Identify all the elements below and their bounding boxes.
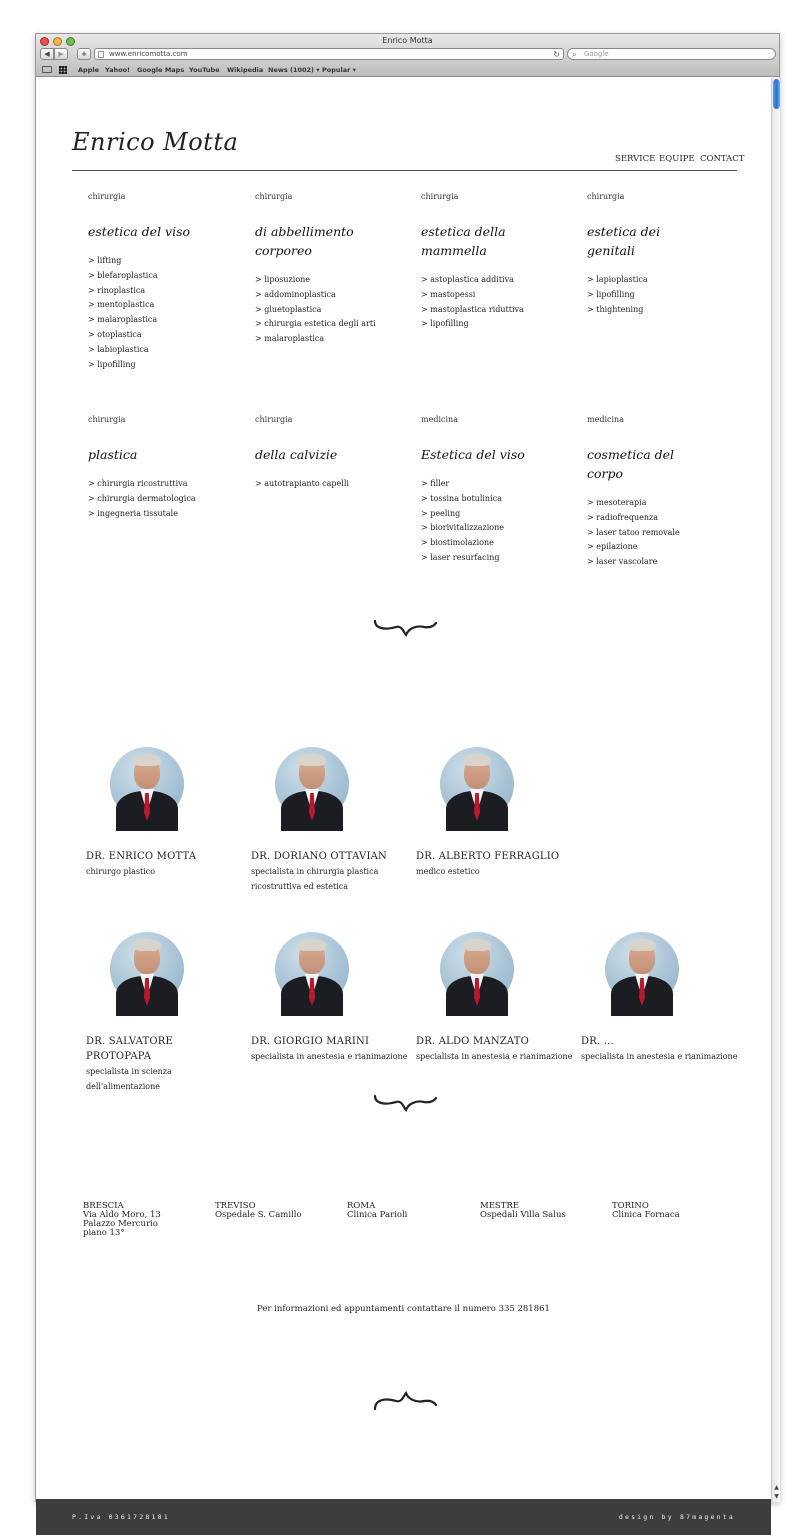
- location-detail: Clinica Fornaca: [612, 1210, 680, 1220]
- service-list-item[interactable]: > lapioplastica: [587, 275, 648, 284]
- service-list-item[interactable]: > lipofilling: [421, 319, 469, 329]
- location-detail: Ospedali Villa Salus: [480, 1210, 566, 1220]
- browser-window: [35, 33, 780, 1521]
- doctor-photo: [440, 932, 514, 1006]
- service-list: [587, 496, 747, 570]
- service-list-item[interactable]: > mesoterapia: [587, 498, 647, 507]
- service-column: [587, 192, 747, 317]
- service-column: [88, 192, 248, 372]
- doctor-name: DR. GIORGIO MARINI: [251, 1036, 370, 1047]
- service-list-item[interactable]: > otoplastica: [88, 329, 142, 339]
- squiggle-divider-icon: [372, 1090, 438, 1112]
- forward-arrow-icon: ▶: [58, 50, 64, 58]
- service-list-item[interactable]: > biorivitalizzazione: [421, 523, 504, 533]
- service-title[interactable]: plastica: [88, 447, 138, 462]
- top-sites-grid-icon[interactable]: [59, 66, 67, 74]
- service-column: [88, 415, 248, 521]
- service-list-item[interactable]: > liposuzione: [255, 275, 311, 284]
- service-list-item[interactable]: > thightening: [587, 304, 644, 314]
- service-list-item[interactable]: > laser resurfacing: [421, 552, 500, 562]
- service-title[interactable]: Estetica del viso: [421, 447, 525, 462]
- doctor-card[interactable]: [581, 932, 741, 1064]
- doctor-role: specialista in anestesia e rianimazione: [416, 1052, 573, 1061]
- browser-toolbar: [36, 34, 779, 77]
- bookmarks-bar: [36, 64, 779, 76]
- doctor-photo: [275, 932, 349, 1006]
- service-kicker: chirurgia: [587, 192, 625, 201]
- service-kicker: chirurgia: [421, 192, 459, 201]
- service-title[interactable]: cosmetica del corpo: [587, 447, 675, 481]
- scroll-thumb[interactable]: [773, 79, 780, 109]
- bookmark-news[interactable]: News (1002) ▾: [268, 66, 320, 74]
- service-kicker: chirurgia: [88, 192, 126, 201]
- reload-icon[interactable]: ↻: [553, 50, 560, 59]
- service-list-item[interactable]: > astoplastica additiva: [421, 275, 514, 284]
- service-list-item[interactable]: > labioplastica: [88, 344, 149, 354]
- service-kicker: chirurgia: [255, 415, 293, 424]
- service-list: [587, 273, 747, 317]
- service-list-item[interactable]: > autotrapianto capelli: [255, 479, 349, 488]
- doctor-card[interactable]: [251, 747, 411, 894]
- back-button[interactable]: [40, 48, 54, 60]
- service-list-item[interactable]: > tossina botulinica: [421, 493, 502, 503]
- service-list-item[interactable]: > ingegneria tissutale: [88, 508, 178, 518]
- contact-info: Per informazioni ed appuntamenti contattare il numero 335 281861: [257, 1304, 550, 1314]
- nav-service[interactable]: SERVICE: [615, 154, 656, 164]
- service-title[interactable]: estetica della mammella: [421, 224, 506, 258]
- web-page: [36, 78, 771, 1521]
- location-city: BRESCIA: [83, 1201, 124, 1211]
- service-column: [421, 192, 581, 332]
- service-list-item[interactable]: > lipofilling: [587, 289, 635, 299]
- location-detail: Clinica Parioli: [347, 1210, 408, 1220]
- service-list: [255, 273, 415, 347]
- search-icon: ⌕: [572, 50, 577, 59]
- service-list-item[interactable]: > chirurgia ricostruttiva: [88, 479, 188, 488]
- squiggle-divider-icon: [372, 1391, 438, 1413]
- header-divider: [72, 170, 737, 171]
- doctor-role: chirurgo plastico: [86, 867, 156, 876]
- service-column: [587, 415, 747, 570]
- location-city: ROMA: [347, 1201, 376, 1211]
- doctor-photo: [440, 747, 514, 821]
- service-list-item[interactable]: > laser vascolare: [587, 557, 658, 567]
- service-list-item[interactable]: > mentoplastica: [88, 300, 155, 310]
- doctor-role: specialista in anestesia e rianimazione: [251, 1052, 408, 1061]
- doctor-photo: [275, 747, 349, 821]
- service-kicker: chirurgia: [255, 192, 293, 201]
- add-bookmark-button[interactable]: [77, 48, 91, 60]
- location-roma: [347, 1202, 477, 1220]
- document-icon: [98, 51, 104, 58]
- doctor-card[interactable]: [251, 932, 411, 1064]
- service-list-item[interactable]: > chirurgia dermatologica: [88, 493, 196, 503]
- location-brescia: [83, 1202, 213, 1238]
- doctor-card[interactable]: [416, 932, 576, 1064]
- nav-equipe[interactable]: EQUIPE: [659, 154, 695, 164]
- nav-contact[interactable]: CONTACT: [700, 154, 745, 164]
- service-list: [421, 273, 581, 332]
- doctor-name: DR. SALVATORE PROTOPAPA: [86, 1036, 173, 1062]
- squiggle-divider-icon: [372, 615, 438, 637]
- service-kicker: medicina: [587, 415, 624, 424]
- bookmark-google-maps[interactable]: Google Maps: [137, 66, 185, 74]
- service-title[interactable]: estetica dei genitali: [587, 224, 661, 258]
- service-title[interactable]: della calvizie: [255, 447, 338, 462]
- doctor-name: DR. ENRICO MOTTA: [86, 851, 197, 862]
- doctor-photo: [110, 747, 184, 821]
- service-list-item[interactable]: > chirurgia estetica degli arti: [255, 319, 376, 329]
- service-list-item[interactable]: > blefaroplastica: [88, 270, 158, 280]
- location-torino: [612, 1202, 742, 1220]
- scroll-down-arrow-icon[interactable]: ▼: [774, 1493, 779, 1500]
- add-tab-icon: +: [81, 50, 87, 58]
- forward-button[interactable]: [54, 48, 68, 60]
- service-title[interactable]: di abbellimento corporeo: [255, 224, 354, 258]
- bookmark-popular[interactable]: Popular ▾: [322, 66, 356, 74]
- location-detail: Ospedale S. Camillo: [215, 1210, 302, 1220]
- doctor-photo: [110, 932, 184, 1006]
- service-column: [255, 192, 415, 347]
- location-city: TREVISO: [215, 1201, 256, 1211]
- service-kicker: chirurgia: [88, 415, 126, 424]
- site-footer: [36, 1499, 771, 1535]
- service-list-item[interactable]: > epilazione: [587, 542, 638, 552]
- window-title: Enrico Motta: [382, 36, 433, 45]
- doctor-name: DR. ALDO MANZATO: [416, 1036, 530, 1047]
- vertical-scrollbar[interactable]: [771, 78, 780, 1502]
- service-list: [255, 477, 415, 492]
- location-detail: Via Aldo Moro, 13 Palazzo Mercurio piano 13°: [83, 1210, 161, 1238]
- service-list-item[interactable]: > biostimolazione: [421, 538, 494, 548]
- doctor-name: DR. ALBERTO FERRAGLIO: [416, 851, 560, 862]
- location-city: MESTRE: [480, 1201, 520, 1211]
- doctor-name: DR. DORIANO OTTAVIAN: [251, 851, 387, 862]
- doctor-role: medico estetico: [416, 867, 480, 876]
- location-city: TORINO: [612, 1201, 649, 1211]
- service-list-item[interactable]: > rinoplastica: [88, 285, 146, 295]
- service-list-item[interactable]: > lifting: [88, 256, 122, 265]
- service-list-item[interactable]: > malaroplastica: [255, 334, 325, 344]
- doctor-photo: [605, 932, 679, 1006]
- service-list: [88, 254, 248, 372]
- doctor-role: specialista in scienza dell'alimentazione: [86, 1067, 172, 1091]
- service-list-item[interactable]: > mastoplastica riduttiva: [421, 304, 524, 314]
- location-treviso: [215, 1202, 345, 1220]
- service-list-item[interactable]: > lipofilling: [88, 359, 136, 369]
- search-input[interactable]: [567, 48, 776, 60]
- service-list: [421, 477, 581, 566]
- service-list-item[interactable]: > filler: [421, 479, 450, 488]
- service-list-item[interactable]: > peeling: [421, 508, 461, 518]
- address-bar[interactable]: [94, 48, 564, 60]
- bookmarks-book-icon[interactable]: [42, 66, 52, 73]
- bookmark-apple[interactable]: Apple: [78, 66, 99, 74]
- service-list-item[interactable]: > malaroplastica: [88, 315, 158, 325]
- service-list: [88, 477, 248, 521]
- bookmark-youtube[interactable]: YouTube: [189, 66, 220, 74]
- vat-number: P.Iva 0361728181: [72, 1513, 170, 1521]
- search-placeholder: Google: [584, 50, 609, 58]
- doctor-role: specialista in anestesia e rianimazione: [581, 1052, 738, 1061]
- doctor-card[interactable]: [416, 747, 576, 879]
- service-column: [255, 415, 415, 492]
- service-title[interactable]: estetica del viso: [88, 224, 191, 239]
- service-list-item[interactable]: > gluetoplastica: [255, 304, 322, 314]
- back-arrow-icon: ◀: [44, 50, 50, 58]
- scroll-up-arrow-icon[interactable]: ▲: [774, 1484, 779, 1491]
- service-column: [421, 415, 581, 566]
- service-list-item[interactable]: > laser tatoo removale: [587, 527, 680, 537]
- site-logo[interactable]: Enrico Motta: [72, 128, 239, 156]
- service-list-item[interactable]: > radiofrequenza: [587, 512, 658, 522]
- doctor-name: DR. ...: [581, 1036, 614, 1047]
- location-mestre: [480, 1202, 610, 1220]
- design-credit[interactable]: design by 87magenta: [618, 1513, 735, 1521]
- service-list-item[interactable]: > mastopessi: [421, 289, 476, 299]
- url-text: www.enricomotta.com: [109, 50, 188, 58]
- bookmark-wikipedia[interactable]: Wikipedia: [227, 66, 264, 74]
- service-kicker: medicina: [421, 415, 458, 424]
- doctor-card[interactable]: [86, 747, 246, 879]
- doctor-card[interactable]: [86, 932, 246, 1094]
- service-list-item[interactable]: > addominoplastica: [255, 289, 336, 299]
- bookmark-yahoo[interactable]: Yahoo!: [105, 66, 131, 74]
- doctor-role: specialista in chirurgia plastica ricostruttiva ed estetica: [251, 867, 379, 891]
